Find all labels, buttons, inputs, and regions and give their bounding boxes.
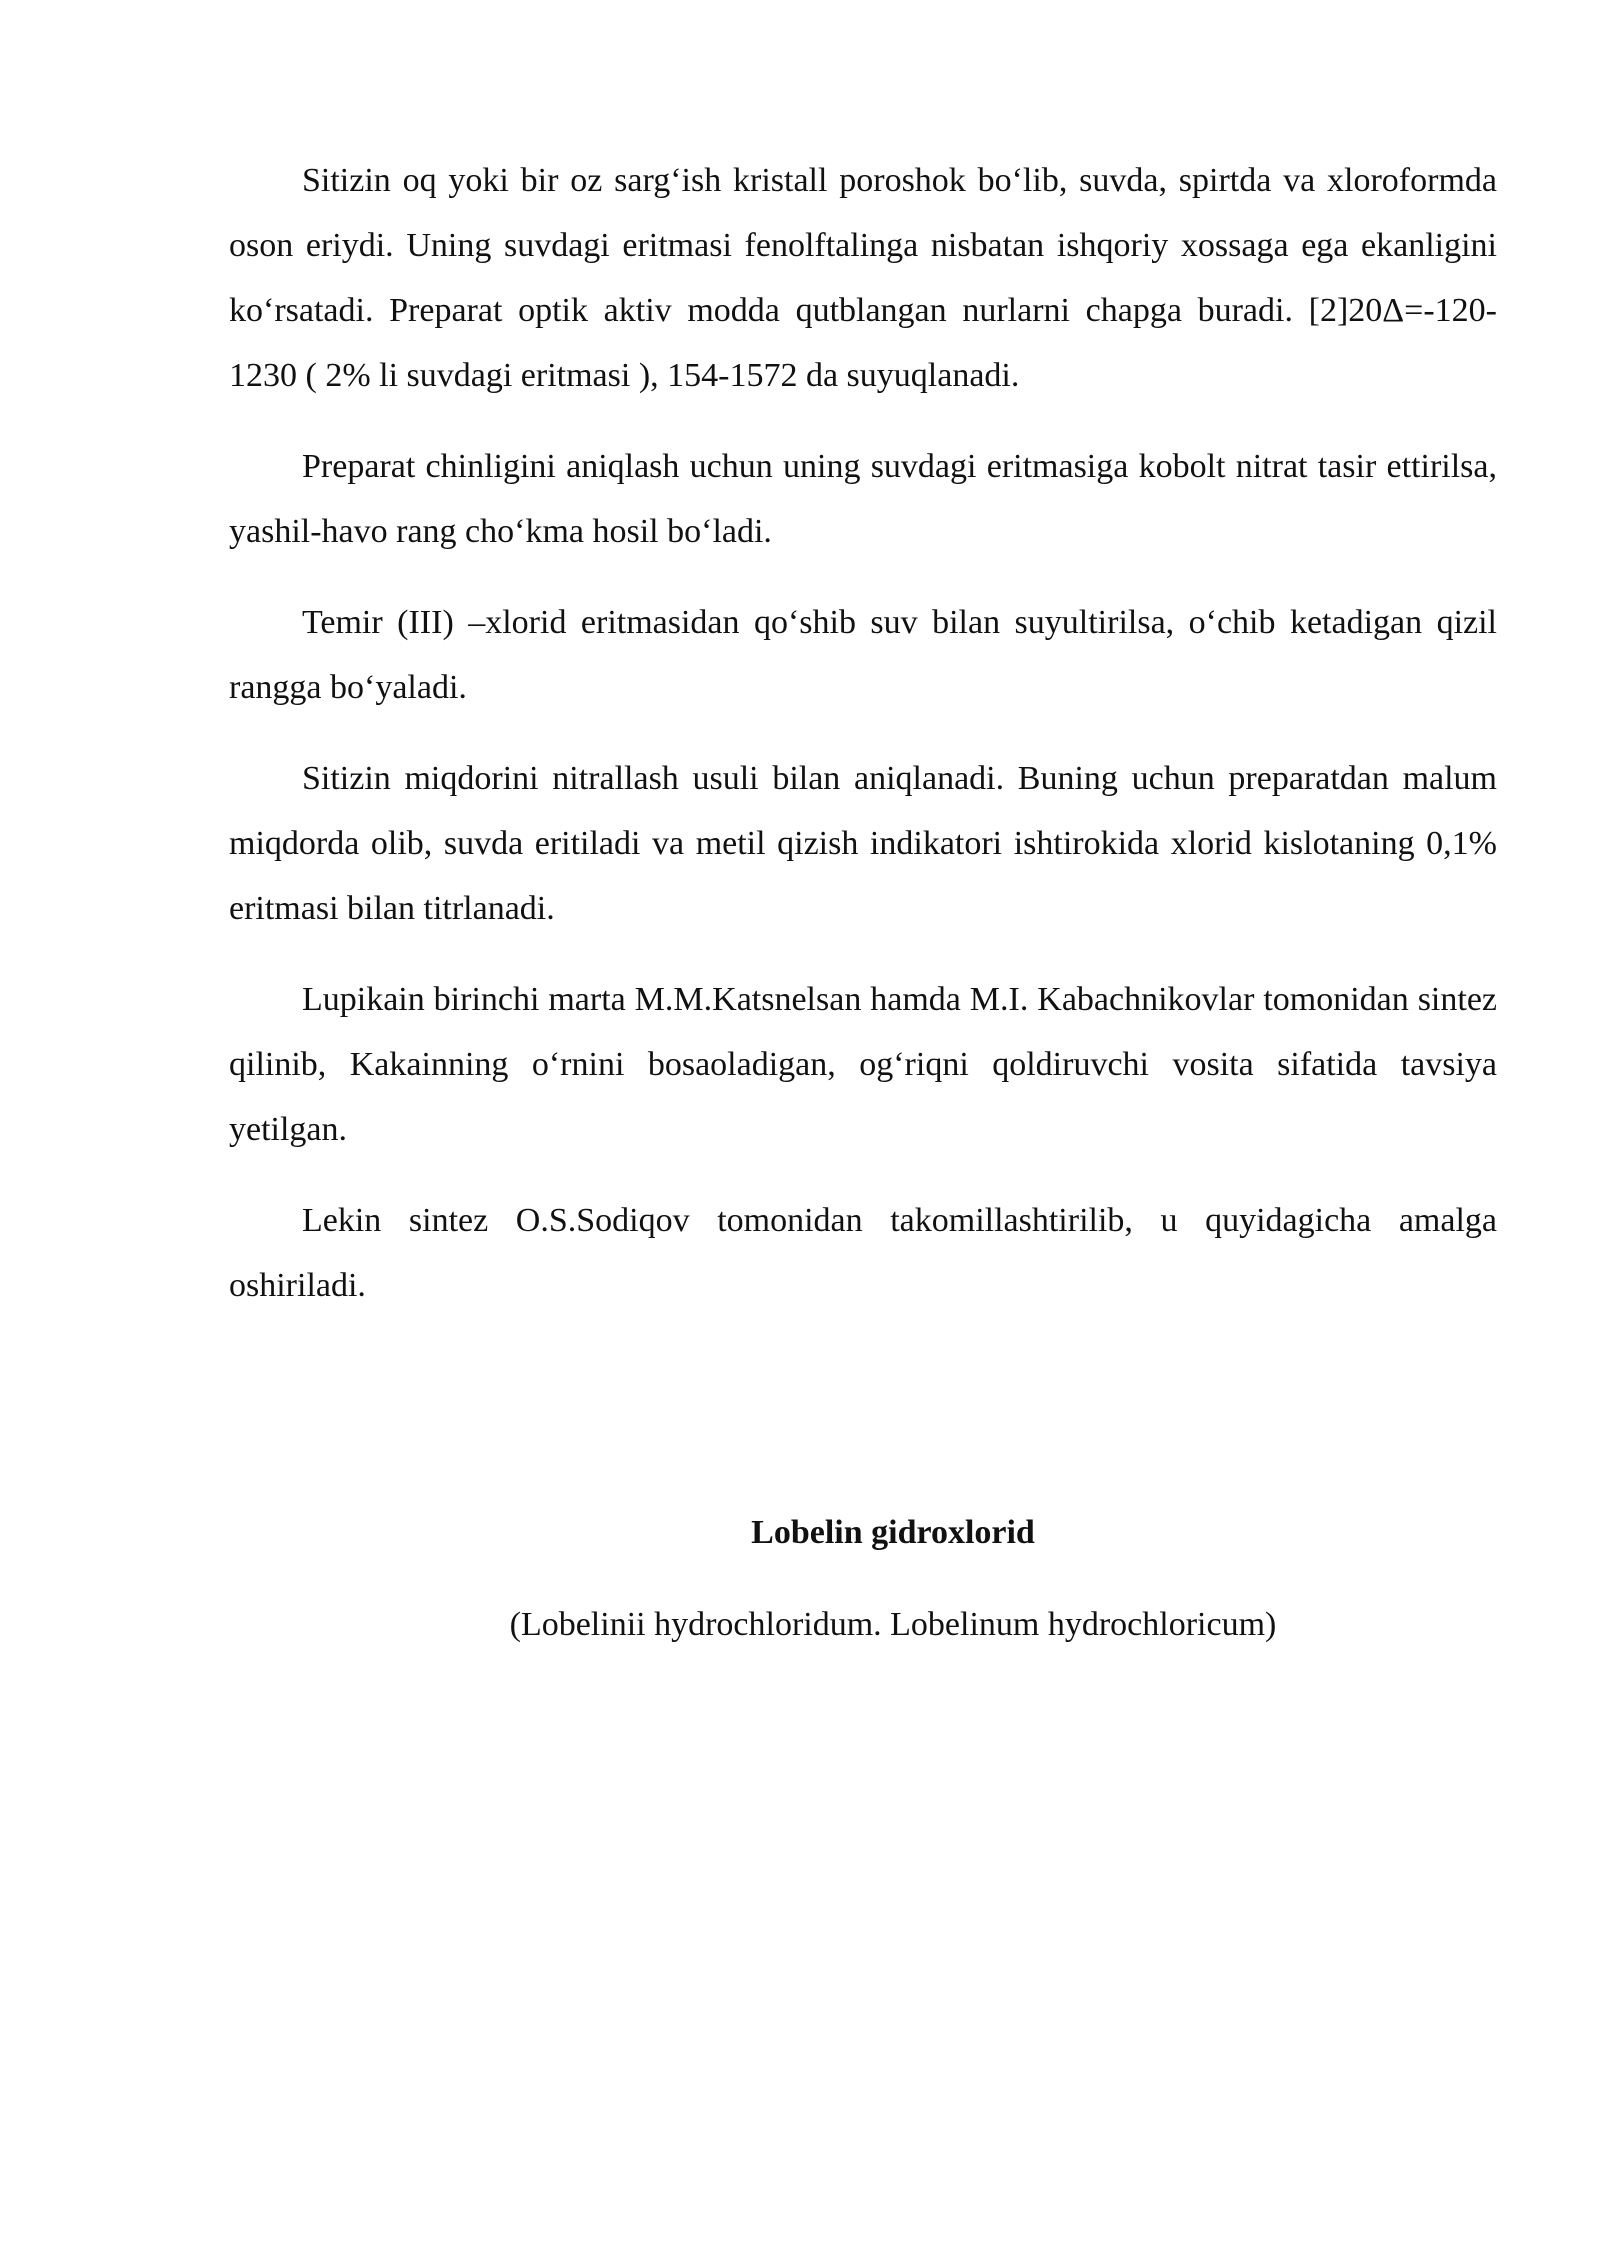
body-text	[229, 148, 1497, 1344]
paragraph-sitizin-properties: Sitizin oq yoki bir oz sarg‘ish kristall poroshok bo‘lib, suvda, spirtda va xloroformda oson eriydi. Uning suvdagi eritmasi fenolftalinga nisbatan ishqoriy xossaga ega ekanligini ko‘rsatadi. Preparat optik aktiv modda qutblangan nurlarni chapga buradi. [2]20Δ=-120-1230 ( 2% li suvdagi eritmasi ), 154-1572 da suyuqlanadi.	[229, 162, 1497, 394]
section-subheading: (Lobelinii hydrochloridum. Lobelinum hydrochloricum)	[509, 1606, 1277, 1643]
paragraph-quantification: Sitizin miqdorini nitrallash usuli bilan aniqlanadi. Buning uchun preparatdan malum miqdorda olib, suvda eritiladi va metil qizish indikatori ishtirokida xlorid kislotaning 0,1% eritmasi bilan titrlanadi.	[229, 760, 1497, 927]
paragraph-iron-chloride-test: Temir (III) –xlorid eritmasidan qo‘shib suv bilan suyultirilsa, o‘chib ketadigan qizil rangga bo‘yaladi.	[229, 604, 1497, 706]
paragraph-synthesis-intro: Lekin sintez O.S.Sodiqov tomonidan takomillashtirilib, u quyidagicha amalga oshiriladi.	[229, 1202, 1497, 1304]
section-heading: Lobelin gidroxlorid	[751, 1514, 1035, 1551]
paragraph-lupikain-history: Lupikain birinchi marta M.M.Katsnelsan hamda M.I. Kabachnikovlar tomonidan sintez qilinib, Kakainning o‘rnini bosaoladigan, og‘riqni qoldiruvchi vosita sifatida tavsiya yetilgan.	[229, 981, 1497, 1148]
paragraph-identification-cobalt: Preparat chinligini aniqlash uchun uning suvdagi eritmasiga kobolt nitrat tasir ettirilsa, yashil-havo rang cho‘kma hosil bo‘ladi.	[229, 448, 1497, 550]
